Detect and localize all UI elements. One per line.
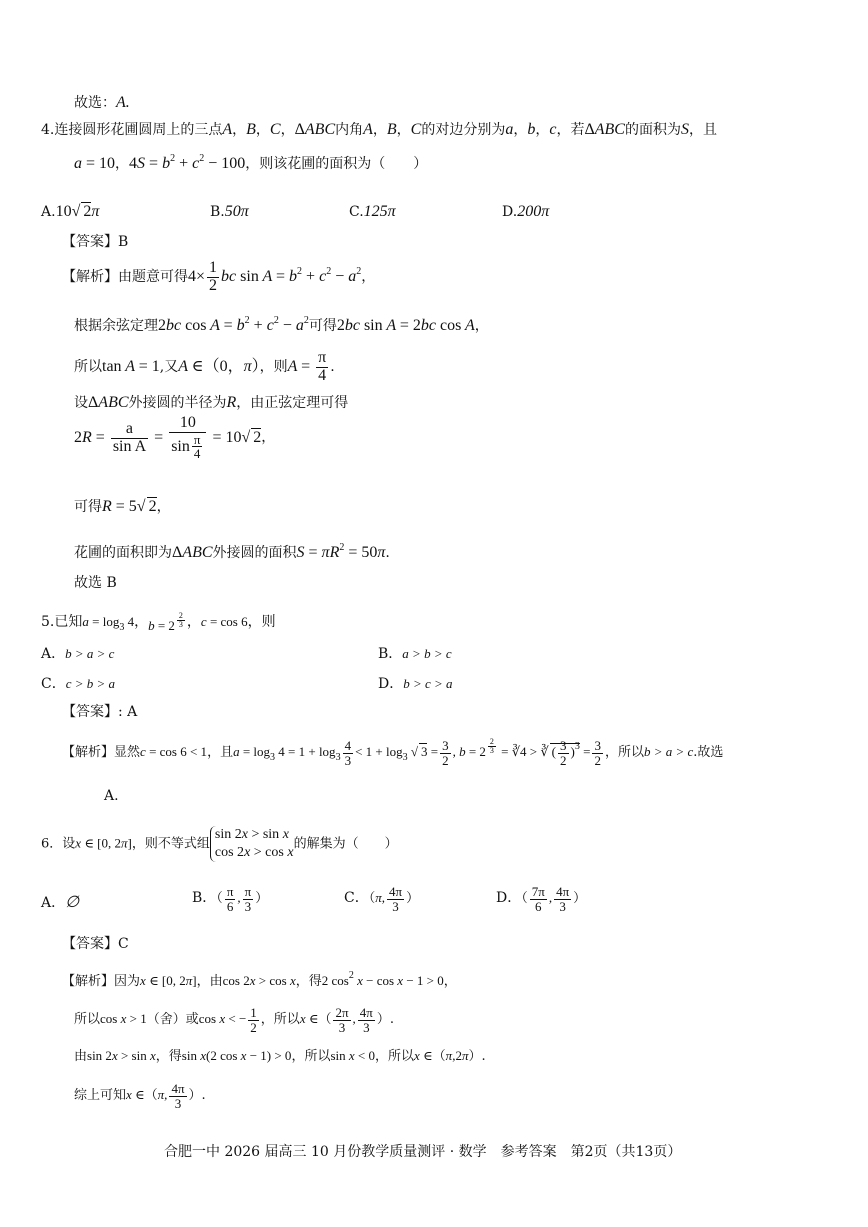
q4-option-d: D.200π — [502, 203, 550, 220]
q6-jiexi-line1: 【解析】因为x ∈ [0, 2π]，由cos 2x > cos x，得2 $\cos^2 x - \cos x - 1 > 0$， — [62, 970, 457, 989]
page-footer: 合肥一中 2026 届高三 10 月份教学质量测评 · 数学 参考答案 第2页（共13页） — [164, 1144, 682, 1160]
q4-option-a: A.10√ 2π — [41, 203, 100, 220]
q6-jiexi-line3: 由sin 2x > sin x，得sin x(2 cos x − 1) > 0，所以sin x < 0，所以x ∈（π,2π）. — [74, 1048, 486, 1064]
q6-answer: 【答案】C — [62, 936, 129, 952]
prev-answer: 故选：A. — [74, 94, 130, 111]
q4-stem-line2: a = 10，$4S = b^2 + c^2 - 100$，则该花圃的面积为（ ） — [74, 153, 428, 172]
q5-jiexi-line1: 【解析】显然c = cos 6 < 1，且$a = \log_3 4 = 1 + \log_3$ $\frac{4}{3}$ < $1 + \log_3$ √ 3 = $\frac{3}{2}$ , b = 2 $^{\frac{2}{3}}$ = ∛4 > ∛ ( $\frac{3}{2}$ )$^3$ = $\frac{3}{2}$ ，所以b > a > c.故选 — [62, 737, 724, 768]
q4-jiexi-line4: 设ΔABC外接圆的半径为R，由正弦定理可得 — [74, 394, 349, 411]
q5-answer: 【答案】: A — [62, 704, 138, 720]
q6-stem: 6．设x ∈ [0, 2π]，则不等式组 sin 2x > sin x cos 2x > cos x 的解集为（ ） — [41, 826, 398, 862]
q4-jiexi-line3: 所以tan A = 1,又A ∈（0，π），则A = $\frac{\pi}{4}$ . — [74, 349, 335, 384]
q4-jiexi-line6: 可得R = 5√ 2， — [74, 498, 171, 515]
q4-answer: 【答案】B — [62, 234, 129, 250]
q5-option-a: A．b > a > c — [41, 646, 115, 662]
q5-option-b: B．a > b > c — [378, 646, 452, 662]
q6-option-b: B．（ $\frac{\pi}{6}$ , $\frac{\pi}{3}$ ） — [192, 884, 269, 914]
q6-option-a: A．∅ — [41, 894, 80, 911]
q5-jiexi-line2: A. — [104, 788, 119, 804]
q6-option-d: D．（ $\frac{7\pi}{6}$ , $\frac{4\pi}{3}$ ） — [496, 884, 587, 914]
q6-jiexi-line4: 综上可知x ∈（π, $\frac{4\pi}{3}$ ）. — [74, 1081, 206, 1111]
q4-guxuan: 故选 B — [74, 575, 117, 591]
q4-jiexi-line7: 花圃的面积即为ΔABC外接圆的面积$S = \pi R^2 = 50\pi$. — [74, 542, 390, 561]
q6-option-c: C．（π, $\frac{4\pi}{3}$ ） — [344, 884, 420, 914]
q4-jiexi-line2: 根据余弦定理2bc $\cos A = b^2 + c^2 - a^2$可得2bc sin A = 2bc cos A， — [74, 315, 489, 334]
q4-jiexi-line1: 【解析】由题意可得4× $\frac{1}{2}$ bc $\sin A = b^2 + c^2 - a^2$， — [62, 259, 376, 294]
q5-stem: 5.已知$a = \log_3 4$，b = 2 $^{\frac{2}{3}}$ ，c = cos 6，则 — [41, 611, 276, 634]
q4-option-c: C.125π — [349, 203, 396, 220]
q6-jiexi-line2: 所以cos x > 1（舍）或cos x < − $\frac{1}{2}$ ，所以x ∈（ $\frac{2\pi}{3}$ , $\frac{4\pi}{3}$ ）. — [74, 1005, 395, 1035]
q4-jiexi-line5: 2R = $\frac{a}{\text{sin A}}$ = 10 sin $\frac{\pi}{4}$ = 10√ 2， — [74, 414, 276, 462]
q4-stem-line1: 4.连接圆形花圃圆周上的三点A，B，C，ΔABC内角A，B，C的对边分别为a，b，c，若ΔABC的面积为S，且 — [41, 121, 717, 138]
q5-option-c: C．c > b > a — [41, 676, 116, 692]
q5-option-d: D．b > c > a — [378, 676, 453, 692]
q4-option-b: B.50π — [210, 203, 249, 220]
